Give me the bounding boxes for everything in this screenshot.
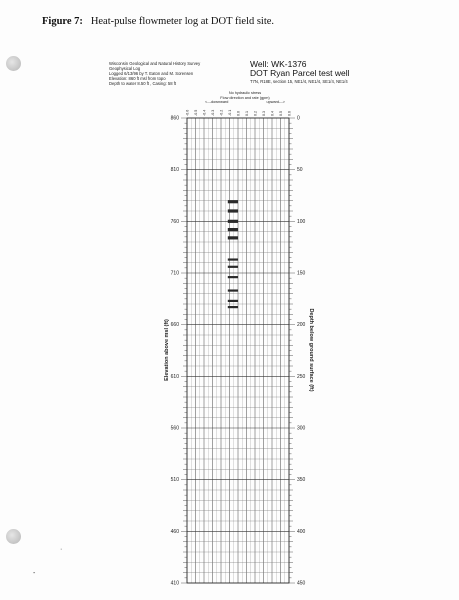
- flow-measurement-mark: [228, 289, 238, 291]
- figure-caption-text: Heat-pulse flowmeter log at DOT field site.: [90, 16, 275, 27]
- elevation-tick-label: 610: [170, 373, 179, 380]
- major-grid: [187, 118, 289, 583]
- flow-header-line2: Flow direction and rate (gpm): [220, 95, 270, 100]
- log-header-line: Elevation: 860 ft msl from topo: [109, 76, 166, 81]
- elevation-tick-label: 460: [170, 528, 179, 535]
- log-header-line: Logged 6/13/96 by T. Eaton and M. Sorensen: [109, 71, 194, 76]
- top-tick-label: -0.6: [185, 109, 190, 116]
- top-tick-label: -0.2: [219, 109, 224, 116]
- top-tick-label: 0.3: [261, 111, 266, 116]
- depth-tick-label: 50: [297, 167, 303, 174]
- elevation-tick-label: 410: [170, 580, 179, 587]
- top-tick-label: -0.4: [202, 109, 207, 116]
- depth-tick-label: 150: [297, 270, 306, 277]
- log-header-line: Geophysical Log: [109, 66, 141, 71]
- flow-measurement-mark: [228, 258, 238, 260]
- depth-tick-label: 400: [297, 528, 306, 535]
- flow-measurement-mark: [228, 276, 238, 278]
- top-tick-label: 0.6: [287, 111, 292, 116]
- elevation-tick-label: 810: [170, 167, 179, 174]
- elevation-tick-label: 510: [170, 477, 179, 484]
- depth-tick-label: 100: [297, 218, 306, 225]
- flow-header-line1: No hydraulic stress: [228, 91, 262, 95]
- depth-tick-label: 350: [297, 477, 306, 484]
- flow-measurement-mark: [228, 266, 238, 268]
- elevation-tick-label: 760: [170, 218, 179, 225]
- elevation-tick-label: 560: [170, 425, 179, 432]
- depth-tick-label: 250: [297, 373, 306, 380]
- flow-downward-label: <---downward: [205, 100, 229, 105]
- top-tick-label: 0.5: [278, 111, 283, 116]
- top-tick-label: 0.4: [270, 111, 275, 116]
- top-tick-label: -0.3: [210, 109, 215, 116]
- elevation-tick-label: 710: [170, 270, 179, 277]
- top-tick-label: -0.1: [227, 109, 232, 116]
- flow-measurement-mark: [228, 220, 238, 223]
- flow-measurement-mark: [228, 300, 238, 302]
- depth-tick-label: 0: [297, 115, 300, 122]
- depth-tick-label: 200: [297, 322, 306, 329]
- well-title: Well: WK-1376: [250, 59, 307, 69]
- elevation-tick-label: 660: [170, 322, 179, 329]
- flow-measurement-mark: [228, 209, 238, 212]
- top-tick-label: 0.0: [236, 111, 241, 116]
- scan-speck: ·: [60, 546, 63, 553]
- flow-measurement-mark: [228, 236, 238, 239]
- top-tick-label: 0.1: [244, 111, 249, 116]
- figure-caption-label: Figure 7:: [42, 16, 83, 27]
- top-tick-label: -0.5: [193, 109, 198, 116]
- left-axis-title: Elevation above msl (ft): [164, 319, 170, 381]
- log-header-line: Depth to water 8.50 ft , Casing: 58 ft: [109, 81, 177, 86]
- top-tick-label: 0.2: [253, 111, 258, 116]
- flow-upward-label: upward--->: [266, 100, 285, 105]
- right-axis-title: Depth below ground surface (ft): [308, 308, 314, 392]
- scan-speck: -: [33, 570, 36, 577]
- well-location: T7N, R18E, section 15, NE1/4, NE1/4, SE1/4, NE1/4: [250, 79, 348, 84]
- flow-measurement-mark: [228, 200, 238, 203]
- depth-tick-label: 450: [297, 580, 306, 587]
- log-header-line: Wisconsin Geological and Natural History Survey: [109, 61, 201, 66]
- well-subtitle: DOT Ryan Parcel test well: [250, 68, 350, 78]
- flow-measurement-mark: [228, 306, 238, 308]
- elevation-tick-label: 860: [170, 115, 179, 122]
- depth-tick-label: 300: [297, 425, 306, 432]
- flow-measurement-mark: [228, 228, 238, 231]
